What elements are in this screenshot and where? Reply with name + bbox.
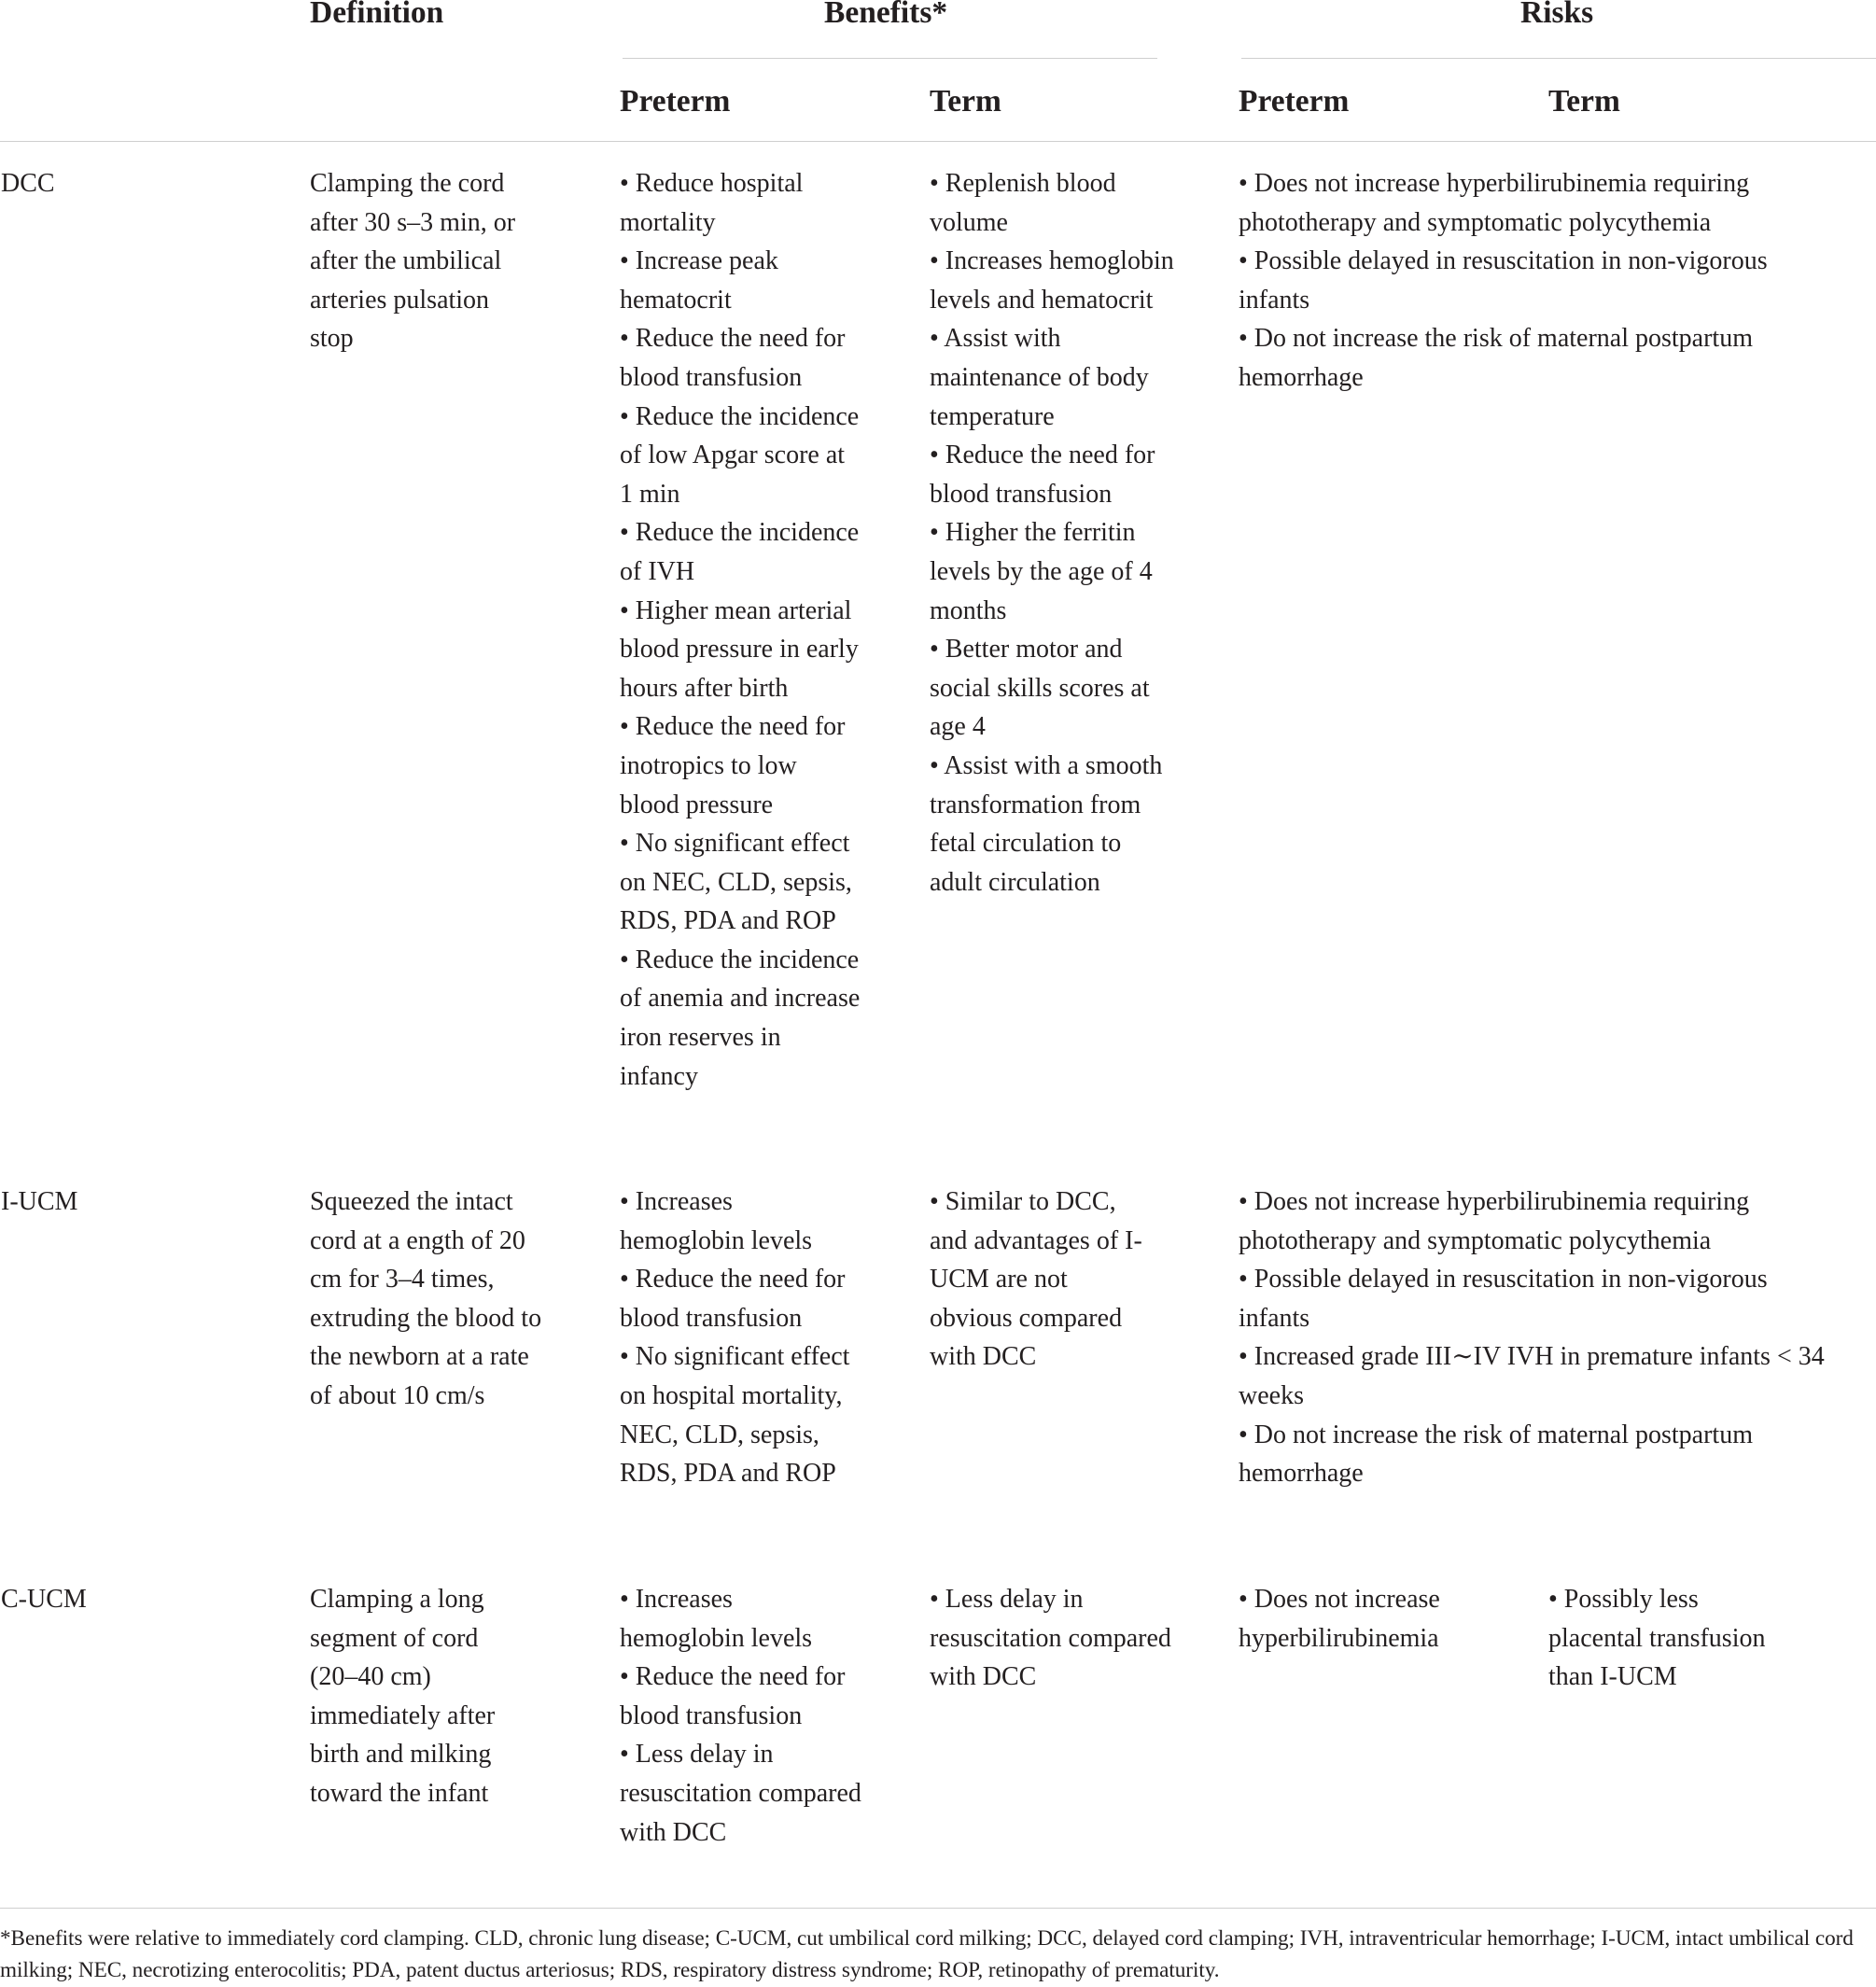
list-item: • Possible delayed in resuscitation in non-vigorous infants (1239, 1265, 1768, 1333)
list-item: • Assist with maintenance of body temperature (930, 324, 1149, 431)
list-item: • Does not increase hyperbilirubinemia (1239, 1585, 1440, 1653)
dcc-benefits-preterm (620, 164, 862, 1096)
list-item: • Better motor and social skills scores at age 4 (930, 635, 1150, 742)
list-item: • Replenish blood volume (930, 169, 1116, 237)
list-item: • Reduce the need for blood transfusion (620, 1265, 846, 1333)
list-item: • Reduce hospital mortality (620, 169, 804, 237)
list-item: • Higher mean arterial blood pressure in early hours after birth (620, 595, 859, 703)
c-ucm-definition: Clamping a long segment of cord (20–40 cm) immediately after birth and milking toward the infant (310, 1585, 496, 1808)
i-ucm-definition: Squeezed the intact cord at a ength of 20 cm for 3–4 times, extruding the blood to the newborn at a rate of about 10 cm/s (310, 1187, 542, 1410)
list-item: • Reduce the need for blood transfusion (620, 324, 846, 392)
list-item: • Reduce the incidence of anemia and increase iron reserves in infancy (620, 945, 861, 1091)
list-item: • Increase peak hematocrit (620, 246, 778, 315)
list-item: • Does not increase hyperbilirubinemia requiring phototherapy and symptomatic polycythemia (1239, 1187, 1750, 1255)
list-item: • Does not increase hyperbilirubinemia requiring phototherapy and symptomatic polycythemia (1239, 169, 1750, 237)
list-item: • Less delay in resuscitation compared with DCC (930, 1585, 1171, 1692)
list-item: • Possible delayed in resuscitation in non-vigorous infants (1239, 246, 1768, 315)
table-bottom-rule (0, 1908, 1876, 1909)
header-bottom-rule (0, 141, 1876, 142)
header-benefits: Benefits* (824, 0, 948, 30)
row-label-dcc: DCC (1, 169, 55, 198)
row-label-c-ucm: C-UCM (1, 1585, 87, 1614)
list-item: • Increases hemoglobin levels (620, 1187, 813, 1255)
list-item: • Reduce the incidence of IVH (620, 518, 860, 586)
list-item: • Reduce the need for blood transfusion (930, 441, 1155, 509)
list-item: • Increases hemoglobin levels and hematocrit (930, 246, 1174, 315)
header-risks: Risks (1520, 0, 1594, 30)
list-item: • Increased grade III∼IV IVH in premature infants < 34 weeks (1239, 1342, 1825, 1410)
list-item: • Do not increase the risk of maternal postpartum hemorrhage (1239, 1420, 1753, 1489)
list-item: • Reduce the need for inotropics to low blood pressure (620, 712, 846, 819)
list-item: • Higher the ferritin levels by the age of 4 months (930, 518, 1153, 625)
i-ucm-benefits-preterm (620, 1182, 862, 1493)
c-ucm-benefits-preterm (620, 1580, 862, 1852)
list-item: • Assist with a smooth transformation from fetal circulation to adult circulation (930, 750, 1163, 897)
c-ucm-risks-term (1548, 1580, 1793, 1697)
row-label-i-ucm: I-UCM (1, 1187, 78, 1216)
table-footnote: *Benefits were relative to immediately cord clamping. CLD, chronic lung disease; C-UCM, cut umbilical cord milking; DCC, delayed cord clamping; IVH, intraventricular hemorrhage; I-UCM, intact umbilical cord milking; NEC, necrotizing enterocolitis; PDA, patent ductus arteriosus; RDS, respiratory distress syndrome; ROP, retinopathy of prematurity. (0, 1926, 1854, 1982)
list-item: • Possibly less placental transfusion than I-UCM (1548, 1585, 1766, 1692)
c-ucm-benefits-term (930, 1580, 1174, 1697)
header-risks-preterm: Preterm (1239, 84, 1350, 119)
header-definition: Definition (310, 0, 444, 30)
i-ucm-benefits-term (930, 1182, 1154, 1377)
list-item: • Less delay in resuscitation compared with DCC (620, 1740, 861, 1847)
header-risks-term: Term (1548, 84, 1620, 119)
list-item: • Similar to DCC, and advantages of I-UCM are not obvious compared with DCC (930, 1187, 1142, 1372)
header-benefits-preterm: Preterm (620, 84, 731, 119)
risks-header-rule (1241, 58, 1876, 59)
dcc-definition: Clamping the cord after 30 s–3 min, or after the umbilical arteries pulsation stop (310, 169, 516, 354)
list-item: • No significant effect on NEC, CLD, sepsis, RDS, PDA and ROP (620, 829, 852, 936)
list-item: • No significant effect on hospital mortality, NEC, CLD, sepsis, RDS, PDA and ROP (620, 1342, 850, 1489)
benefits-header-rule (623, 58, 1157, 59)
dcc-risks (1239, 164, 1827, 398)
list-item: • Reduce the incidence of low Apgar score at 1 min (620, 401, 860, 509)
list-item: • Increases hemoglobin levels (620, 1585, 813, 1653)
dcc-benefits-term (930, 164, 1174, 902)
header-benefits-term: Term (930, 84, 1001, 119)
i-ucm-risks (1239, 1182, 1827, 1493)
c-ucm-risks-preterm (1239, 1580, 1483, 1658)
list-item: • Reduce the need for blood transfusion (620, 1662, 846, 1730)
list-item: • Do not increase the risk of maternal postpartum hemorrhage (1239, 324, 1753, 392)
